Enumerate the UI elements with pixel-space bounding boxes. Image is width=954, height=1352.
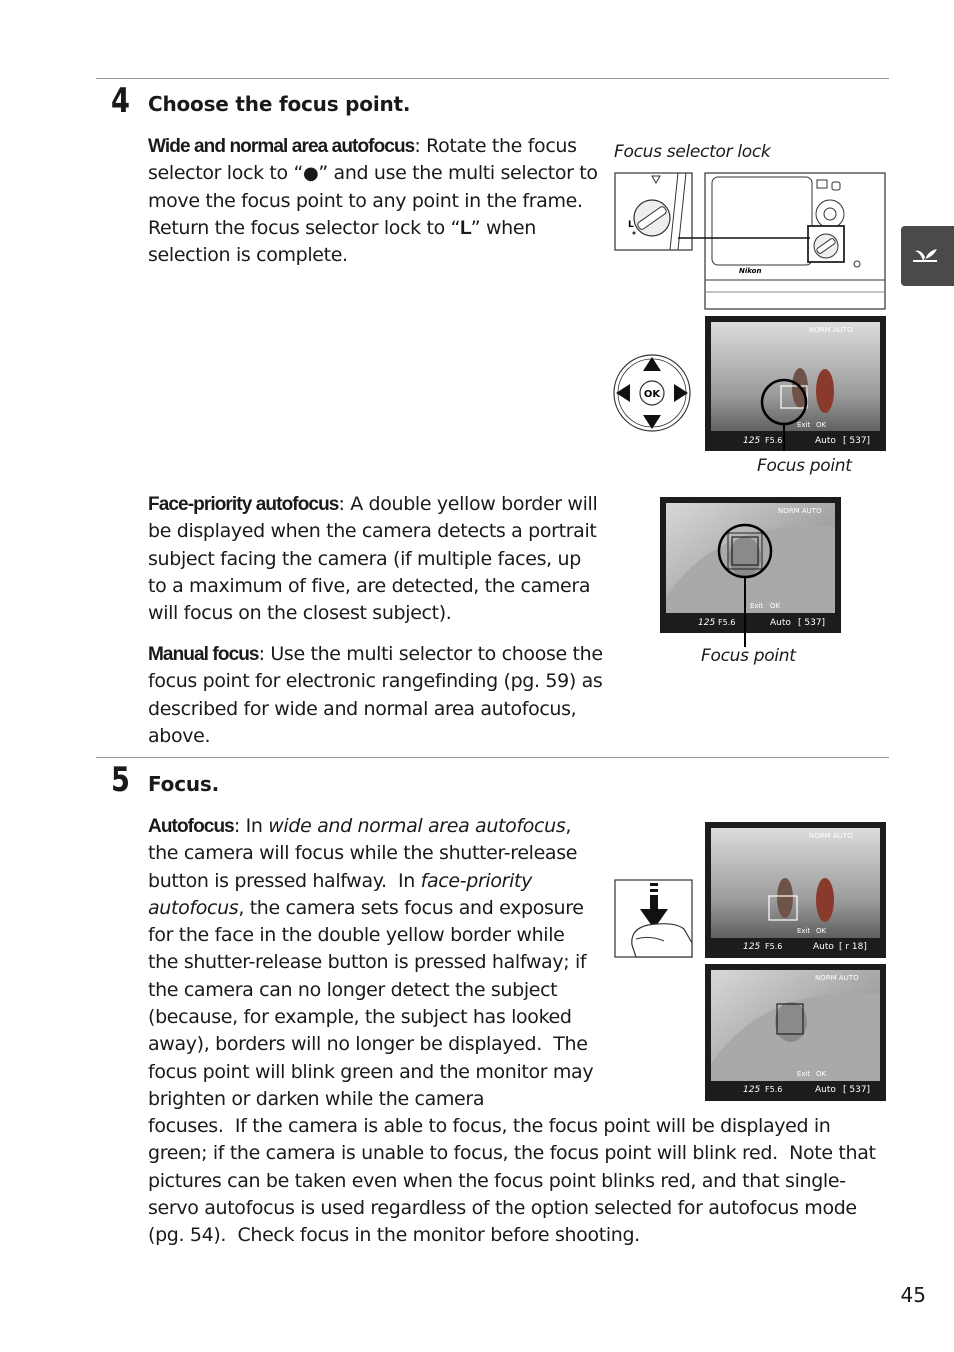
lcd-screen-wide-area (705, 316, 886, 451)
term-face-priority-af: Face-priority autofocus (148, 494, 339, 515)
page-number: 45 (900, 1283, 926, 1307)
lcd-exit: Exit (750, 602, 764, 610)
lcd-ok: OK (816, 927, 827, 935)
lcd-aperture: F5.6 (718, 618, 736, 627)
lcd-aperture: F5.6 (765, 436, 783, 445)
paragraph-manual-focus (148, 641, 603, 750)
shooting-leaf-icon (907, 239, 947, 273)
step-number: 5 (111, 760, 130, 800)
step-number: 4 (111, 81, 130, 121)
paragraph-autofocus-continued (148, 1113, 893, 1249)
lcd-frames: [ 537] (843, 436, 871, 446)
term-autofocus: Autofocus (148, 816, 234, 837)
lock-symbol-l: L (460, 217, 471, 239)
lcd-status: NORM AUTO (809, 832, 853, 840)
lcd-status: NORM AUTO (778, 507, 822, 515)
lcd-aperture: F5.6 (765, 942, 783, 951)
lcd-mode: Auto (813, 942, 834, 952)
paragraph-wide-normal-af (148, 133, 603, 269)
paragraph-autofocus (148, 813, 600, 1113)
text-italic: face-priority autofocus (148, 869, 532, 919)
brand-logo: Nikon (739, 267, 762, 275)
caption-focus-point: Focus point (757, 456, 852, 476)
section-tab (901, 226, 954, 286)
lcd-frames: [ r 18] (839, 942, 867, 952)
term-manual-focus: Manual focus (148, 644, 259, 665)
text: : In (233, 815, 269, 837)
lcd-exit: Exit (797, 421, 811, 429)
lcd-status: NORM AUTO (815, 974, 859, 982)
filled-circle-icon: ● (302, 163, 319, 185)
lcd-frames: [ 537] (843, 1085, 871, 1095)
lcd-mode: Auto (815, 436, 836, 446)
lcd-frames: [ 537] (798, 618, 826, 628)
lcd-shutter: 125 (743, 942, 761, 952)
caption-focus-selector-lock: Focus selector lock (614, 142, 771, 162)
lcd-aperture: F5.6 (765, 1085, 783, 1094)
text: ” and use the multi selector to move the focus point to any point in the frame. Return the focus selector lock to “ (148, 162, 598, 239)
text-italic: wide and normal area autofocus (268, 815, 566, 837)
lcd-exit: Exit (797, 927, 811, 935)
text: focuses. If the camera is able to focus, the focus point will be displayed in green; if the camera is unable to focus, the focus point will blink red. Note that pictures can be taken even when the focus point blinks red, and that single-servo autofocus is used regardless of the option selected for autofocus mode (pg. 54). Check focus in the monitor before shooting. (148, 1115, 876, 1247)
ok-label: OK (643, 389, 661, 400)
text: , the camera sets focus and exposure for the face in the double yellow border while the shutter-release button is pressed halfway; if the camera can no longer detect the subject (because, for example, the subject has looked away), borders will no longer be displayed. The focus point will blink green and the monitor may brighten or darken while the camera (148, 896, 594, 1110)
term-wide-normal-af: Wide and normal area autofocus (148, 136, 415, 157)
text: : Use the multi selector to choose the focus point for electronic rangefinding (pg. 59) as described for wide and normal area autofocus, above. (148, 643, 603, 747)
camera-back-illustration (614, 170, 888, 312)
caption-focus-point: Focus point (701, 646, 796, 666)
leader-line (743, 633, 747, 647)
section-divider (96, 78, 889, 79)
step-title: Choose the focus point. (148, 92, 411, 116)
lcd-shutter: 125 (743, 1085, 761, 1095)
lcd-screen-face-priority (660, 497, 841, 633)
step-title: Focus. (148, 772, 219, 796)
lcd-ok: OK (816, 1070, 827, 1078)
lcd-exit: Exit (797, 1070, 811, 1078)
lcd-shutter: 125 (743, 436, 761, 446)
lcd-mode: Auto (815, 1085, 836, 1095)
text: : A double yellow border will be displayed when the camera detects a portrait subject facing the camera (if multiple faces, up to a maximum of five, are detected, the camera will focus on the closest subject). (148, 493, 598, 625)
multi-selector-illustration (612, 353, 692, 433)
lcd-ok: OK (770, 602, 781, 610)
lcd-status: NORM AUTO (809, 326, 853, 334)
text: , the camera will focus while the shutter-release button is pressed halfway. In (148, 815, 578, 892)
text: ” when selection is complete. (148, 216, 536, 267)
lcd-screen-focus-face (705, 964, 886, 1101)
lcd-mode: Auto (770, 618, 791, 628)
paragraph-face-priority-af (148, 491, 603, 627)
lcd-ok: OK (816, 421, 827, 429)
lock-label-l: L (628, 220, 634, 230)
section-divider (96, 757, 889, 758)
text: : Rotate the focus selector lock to “ (148, 135, 577, 185)
lcd-screen-focus-wide (705, 822, 886, 958)
shutter-release-halfway-illustration (614, 879, 694, 959)
lcd-shutter: 125 (698, 618, 716, 628)
